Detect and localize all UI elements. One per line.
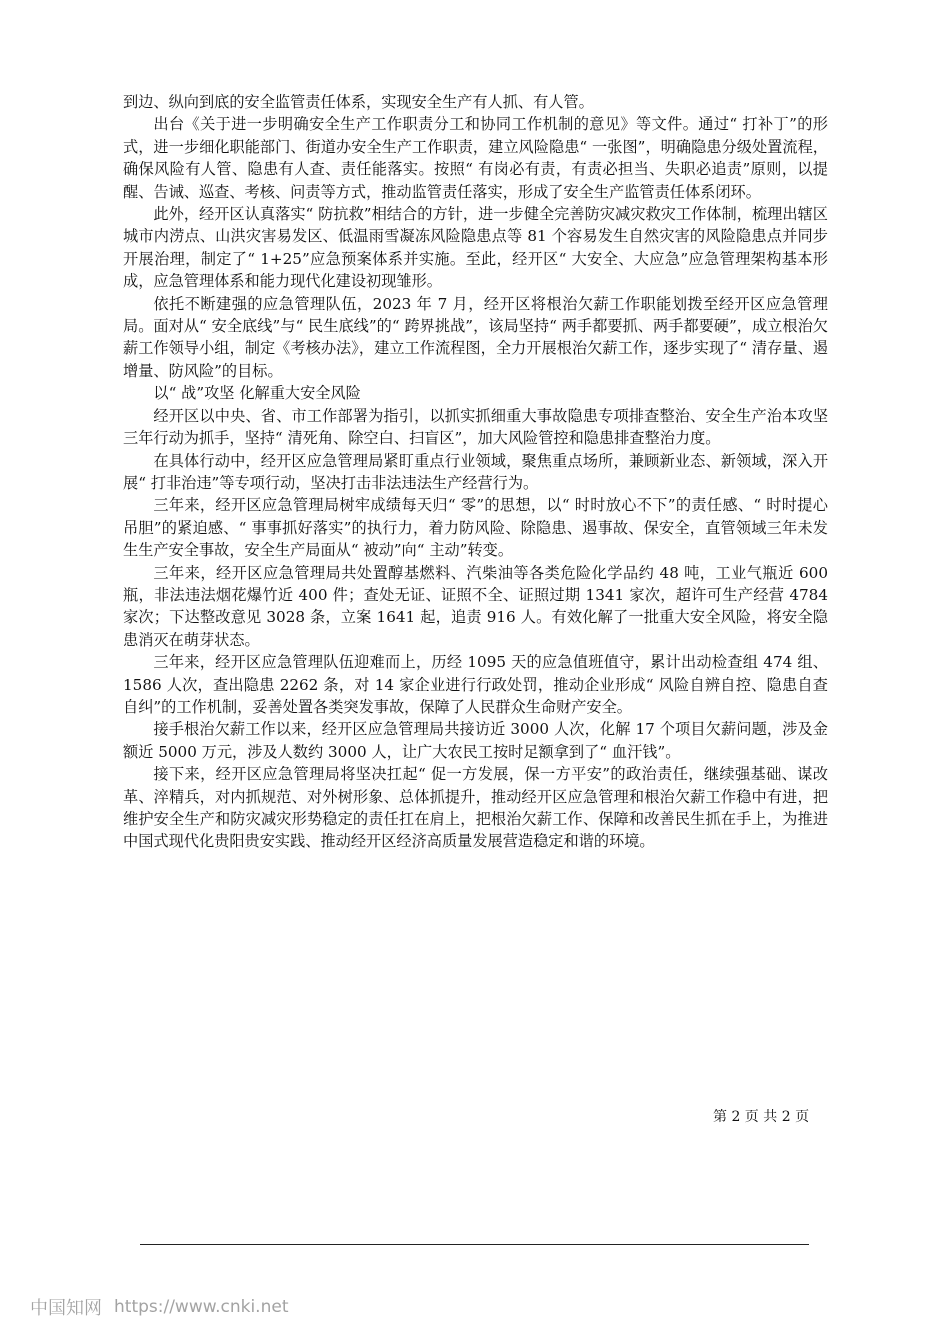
paragraph-11: 接下来，经开区应急管理局将坚决扛起“ 促一方发展，保一方平安”的政治责任，继续强基础、谋改革、淬精兵，对内抓规范、对外树形象、总体抓提升，推动经开区应急管理和根治欠薪工作稳中有进，把维护安全生产和防灾减灾形势稳定的责任扛在肩上，把根治欠薪工作、保障和改善民生抓在手上，为推进中国式现代化贵阳贵安实践、推动经开区经济高质量发展营造稳定和谐的环境。 <box>123 765 828 851</box>
article-body <box>123 91 828 853</box>
paragraph-6: 在具体行动中，经开区应急管理局紧盯重点行业领域，聚焦重点场所，兼顾新业态、新领域，深入开展“ 打非治违”等专项行动，坚决打击非法违法生产经营行为。 <box>123 451 828 492</box>
paragraph-7: 三年来，经开区应急管理局树牢成绩每天归“ 零”的思想，以“ 时时放心不下”的责任感、“ 时时提心吊胆”的紧迫感、“ 事事抓好落实”的执行力，着力防风险、除隐患、遏事故、保安全，直管领域三年未发生生产安全事故，安全生产局面从“ 被动”向“ 主动”转变。 <box>123 496 828 560</box>
page-number: 第 2 页 共 2 页 <box>713 1109 810 1125</box>
paragraph-9: 三年来，经开区应急管理队伍迎难而上，历经 1095 天的应急值班值守，累计出动检查组 474 组、1586 人次，查出隐患 2262 条，对 14 家企业进行行政处罚，推动企业形成“ 风险自辨自控、隐患自查自纠”的工作机制，妥善处置各类突发事故，保障了人民群众生命财产安全。 <box>123 653 828 716</box>
paragraph-2: 出台《关于进一步明确安全生产工作职责分工和协同工作机制的意见》等文件。通过“ 打补丁”的形式，进一步细化职能部门、街道办安全生产工作职责，建立风险隐患“ 一张图”，明确隐患分级处置流程，确保风险有人管、隐患有人查、责任能落实。按照“ 有岗必有责，有责必担当、失职必追责”原则，以提醒、告诫、巡查、考核、问责等方式，推动监管责任落实，形成了安全生产监管责任体系闭环。 <box>123 115 828 201</box>
watermark-url: https://www.cnki.net <box>114 1297 289 1317</box>
paragraph-3: 此外，经开区认真落实“ 防抗救”相结合的方针，进一步健全完善防灾减灾救灾工作体制，梳理出辖区城市内涝点、山洪灾害易发区、低温雨雪凝冻风险隐患点等 81 个容易发生自然灾害的风险隐患点并同步开展治理，制定了“ 1+25”应急预案体系并实施。至此，经开区“ 大安全、大应急”应急管理架构基本形成，应急管理体系和能力现代化建设初现雏形。 <box>123 205 828 291</box>
footer-divider <box>140 1244 809 1245</box>
paragraph-8: 三年来，经开区应急管理局共处置醇基燃料、汽柴油等各类危险化学品约 48 吨，工业气瓶近 600 瓶，非法违法烟花爆竹近 400 件；查处无证、证照不全、证照过期 1341 家次，超许可生产经营 4784 家次；下达整改意见 3028 条，立案 1641 起，追责 916 人。有效化解了一批重大安全风险，将安全隐患消灭在萌芽状态。 <box>123 563 828 649</box>
paragraph-1: 到边、纵向到底的安全监管责任体系，实现安全生产有人抓、有人管。 <box>123 93 594 111</box>
section-heading: 以“ 战”攻坚 化解重大安全风险 <box>153 384 361 403</box>
paragraph-10: 接手根治欠薪工作以来，经开区应急管理局共接访近 3000 人次，化解 17 个项目欠薪问题，涉及金额近 5000 万元，涉及人数约 3000 人，让广大农民工按时足额拿到了“ 血汗钱”。 <box>123 720 828 761</box>
watermark-brand: 中国知网 <box>30 1298 102 1319</box>
watermark <box>30 1292 288 1322</box>
paragraph-5: 经开区以中央、省、市工作部署为指引，以抓实抓细重大事故隐患专项排查整治、安全生产治本攻坚三年行动为抓手，坚持“ 清死角、除空白、扫盲区”，加大风险管控和隐患排查整治力度。 <box>123 406 828 448</box>
paragraph-4: 依托不断建强的应急管理队伍，2023 年 7 月，经开区将根治欠薪工作职能划拨至经开区应急管理局。面对从“ 安全底线”与“ 民生底线”的“ 跨界挑战”，该局坚持“ 两手都要抓、两手都要硬”，成立根治欠薪工作领导小组，制定《考核办法》，建立工作流程图，全力开展根治欠薪工作，逐步实现了“ 清存量、遏增量、防风险”的目标。 <box>123 294 828 380</box>
